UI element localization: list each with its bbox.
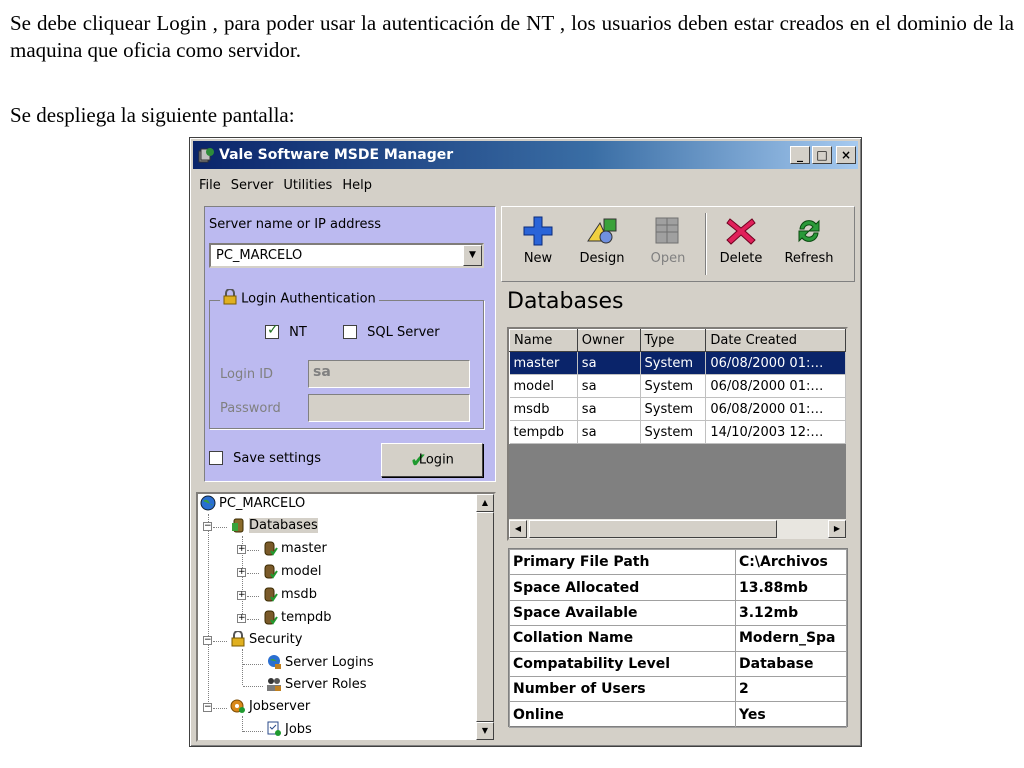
tree-db-model-label: model <box>281 564 322 579</box>
database-icon <box>262 540 278 556</box>
databases-table <box>509 329 846 444</box>
grid-horizontal-scrollbar[interactable] <box>509 519 846 539</box>
expand-icon[interactable]: + <box>238 613 246 623</box>
table-row[interactable] <box>510 375 846 398</box>
property-row <box>510 626 847 651</box>
database-icon <box>262 609 278 625</box>
cell: System <box>640 421 706 444</box>
plus-icon <box>521 215 555 247</box>
cell: 06/08/2000 01:… <box>706 352 846 375</box>
lock-icon <box>223 289 237 305</box>
cell: 06/08/2000 01:… <box>706 375 846 398</box>
login-button-label: Login <box>418 452 454 468</box>
delete-button[interactable] <box>713 213 769 279</box>
refresh-icon <box>792 215 826 247</box>
col-name[interactable]: Name <box>510 330 578 352</box>
checkmark-icon: ✔ <box>410 448 427 472</box>
property-row <box>510 575 847 600</box>
databases-grid <box>507 327 848 541</box>
instruction-paragraph: Se debe cliquear Login , para poder usar la autenticación de NT , los usuarios deben estar creados en el dominio de la maquina que oficia como servidor. <box>10 11 1014 62</box>
properties-panel <box>508 548 848 727</box>
design-button[interactable] <box>574 213 630 279</box>
cell: System <box>640 375 706 398</box>
user-globe-icon <box>266 654 282 670</box>
connection-panel <box>204 206 496 482</box>
properties-table <box>509 549 847 728</box>
property-key: Space Allocated <box>510 575 736 600</box>
login-auth-label: Login Authentication <box>241 291 376 307</box>
title-bar[interactable] <box>193 141 858 169</box>
tree-databases[interactable] <box>230 516 318 536</box>
col-date-created[interactable]: Date Created <box>706 330 846 352</box>
password-label: Password <box>220 401 281 416</box>
save-settings-checkbox[interactable] <box>209 451 223 465</box>
tree-jobs[interactable] <box>266 720 312 740</box>
login-auth-group <box>209 291 484 429</box>
expand-icon[interactable]: + <box>238 567 246 577</box>
tree-db-msdb[interactable] <box>262 585 317 605</box>
scroll-left-icon[interactable]: ◀ <box>509 520 527 538</box>
tree-security-label: Security <box>249 632 303 647</box>
refresh-label: Refresh <box>784 251 834 266</box>
cell: sa <box>577 375 640 398</box>
tree-jobserver[interactable] <box>230 697 310 717</box>
password-input[interactable] <box>308 394 470 422</box>
scroll-thumb[interactable] <box>529 520 777 538</box>
cell: model <box>510 375 578 398</box>
cell: sa <box>577 421 640 444</box>
property-key: Primary File Path <box>510 550 736 575</box>
property-row <box>510 676 847 701</box>
checklist-icon <box>266 721 282 737</box>
save-settings-option[interactable] <box>209 451 321 466</box>
table-icon <box>651 215 685 247</box>
scroll-down-icon[interactable]: ▼ <box>476 722 494 740</box>
delete-x-icon <box>724 215 758 247</box>
tree-security[interactable] <box>230 630 302 650</box>
chevron-down-icon[interactable]: ▼ <box>463 245 482 266</box>
table-row[interactable] <box>510 421 846 444</box>
expand-icon[interactable]: + <box>238 590 246 600</box>
menu-bar <box>194 176 377 198</box>
toolbar <box>501 206 855 282</box>
menu-help[interactable]: Help <box>342 178 372 193</box>
tree-jobserver-label: Jobserver <box>249 699 311 714</box>
refresh-button[interactable] <box>777 213 841 279</box>
window-title: Vale Software MSDE Manager <box>219 147 454 163</box>
property-row <box>510 702 847 727</box>
toolbar-separator <box>705 213 706 275</box>
scroll-right-icon[interactable]: ▶ <box>828 520 846 538</box>
cell: master <box>510 352 578 375</box>
login-auth-title <box>220 291 379 307</box>
table-row[interactable] <box>510 352 846 375</box>
msde-manager-window <box>189 137 862 747</box>
new-button[interactable] <box>510 213 566 279</box>
close-button[interactable]: × <box>836 146 856 164</box>
cell: msdb <box>510 398 578 421</box>
server-tree <box>196 492 496 742</box>
grid-header <box>510 330 846 352</box>
server-name-value: PC_MARCELO <box>216 248 303 263</box>
server-name-combo[interactable] <box>209 243 484 268</box>
cell: sa <box>577 398 640 421</box>
property-value: 13.88mb <box>736 575 847 600</box>
tree-db-msdb-label: msdb <box>281 587 317 602</box>
cell: 14/10/2003 12:… <box>706 421 846 444</box>
property-row <box>510 651 847 676</box>
property-row <box>510 550 847 575</box>
property-value: C:\Archivos <box>736 550 847 575</box>
tree-db-tempdb-label: tempdb <box>281 610 332 625</box>
collapse-icon[interactable]: − <box>204 635 212 645</box>
login-button[interactable] <box>381 443 483 477</box>
col-type[interactable]: Type <box>640 330 706 352</box>
cell: System <box>640 352 706 375</box>
cell: 06/08/2000 01:… <box>706 398 846 421</box>
tree-root[interactable] <box>200 494 305 514</box>
scroll-up-icon[interactable]: ▲ <box>476 494 494 512</box>
gear-icon <box>230 698 246 714</box>
delete-label: Delete <box>719 251 763 266</box>
sql-server-label: SQL Server <box>367 325 440 340</box>
col-owner[interactable]: Owner <box>577 330 640 352</box>
property-key: Space Available <box>510 600 736 625</box>
database-icon <box>262 586 278 602</box>
property-value: 2 <box>736 676 847 701</box>
tree-root-label: PC_MARCELO <box>219 496 306 511</box>
tree-databases-label: Databases <box>249 518 318 533</box>
sql-server-option[interactable] <box>343 325 440 340</box>
minimize-button[interactable]: _ <box>790 146 810 164</box>
nt-option[interactable] <box>265 321 307 340</box>
tree-server-logins-label: Server Logins <box>285 655 374 670</box>
property-key: Number of Users <box>510 676 736 701</box>
scroll-thumb[interactable] <box>476 512 494 722</box>
menu-utilities[interactable]: Utilities <box>283 178 333 193</box>
globe-icon <box>200 495 216 511</box>
collapse-icon[interactable]: − <box>204 521 212 531</box>
property-key: Online <box>510 702 736 727</box>
cell: tempdb <box>510 421 578 444</box>
group-icon <box>266 676 282 692</box>
maximize-button[interactable]: □ <box>812 146 832 164</box>
menu-server[interactable]: Server <box>230 178 274 193</box>
cell: sa <box>577 352 640 375</box>
new-label: New <box>523 251 553 266</box>
database-icon <box>262 563 278 579</box>
design-label: Design <box>579 251 625 266</box>
design-shapes-icon <box>584 215 620 247</box>
login-id-input[interactable]: sa <box>308 360 470 388</box>
lock-icon <box>230 631 246 647</box>
menu-file[interactable]: File <box>199 178 221 193</box>
sql-server-checkbox[interactable] <box>343 325 357 339</box>
tree-server-roles-label: Server Roles <box>285 677 367 692</box>
app-icon <box>197 146 215 164</box>
save-settings-label: Save settings <box>233 451 322 466</box>
property-value: Modern_Spa <box>736 626 847 651</box>
property-row <box>510 600 847 625</box>
tree-db-model[interactable] <box>262 562 321 582</box>
tree-server-logins[interactable] <box>266 653 374 673</box>
property-key: Compatability Level <box>510 651 736 676</box>
expand-icon[interactable]: + <box>238 544 246 554</box>
property-value: 3.12mb <box>736 600 847 625</box>
server-name-label: Server name or IP address <box>209 217 382 232</box>
property-key: Collation Name <box>510 626 736 651</box>
tree-db-master[interactable] <box>262 539 327 559</box>
open-label: Open <box>650 251 686 266</box>
tree-db-tempdb[interactable] <box>262 608 332 628</box>
databases-heading: Databases <box>507 289 624 314</box>
collapse-icon[interactable]: − <box>204 702 212 712</box>
tree-scrollbar[interactable] <box>476 494 494 740</box>
open-button[interactable] <box>640 213 696 279</box>
table-row[interactable] <box>510 398 846 421</box>
check-icon: ✓ <box>267 321 279 338</box>
tree-jobs-label: Jobs <box>285 722 312 737</box>
cell: System <box>640 398 706 421</box>
database-icon <box>230 517 246 533</box>
property-value: Yes <box>736 702 847 727</box>
tree-server-roles[interactable] <box>266 675 367 695</box>
tree-db-master-label: master <box>281 541 327 556</box>
caption-paragraph: Se despliega la siguiente pantalla: <box>10 103 295 127</box>
login-id-label: Login ID <box>220 367 274 382</box>
nt-label: NT <box>289 325 307 340</box>
property-value: Database <box>736 651 847 676</box>
nt-checkbox[interactable] <box>265 321 279 339</box>
